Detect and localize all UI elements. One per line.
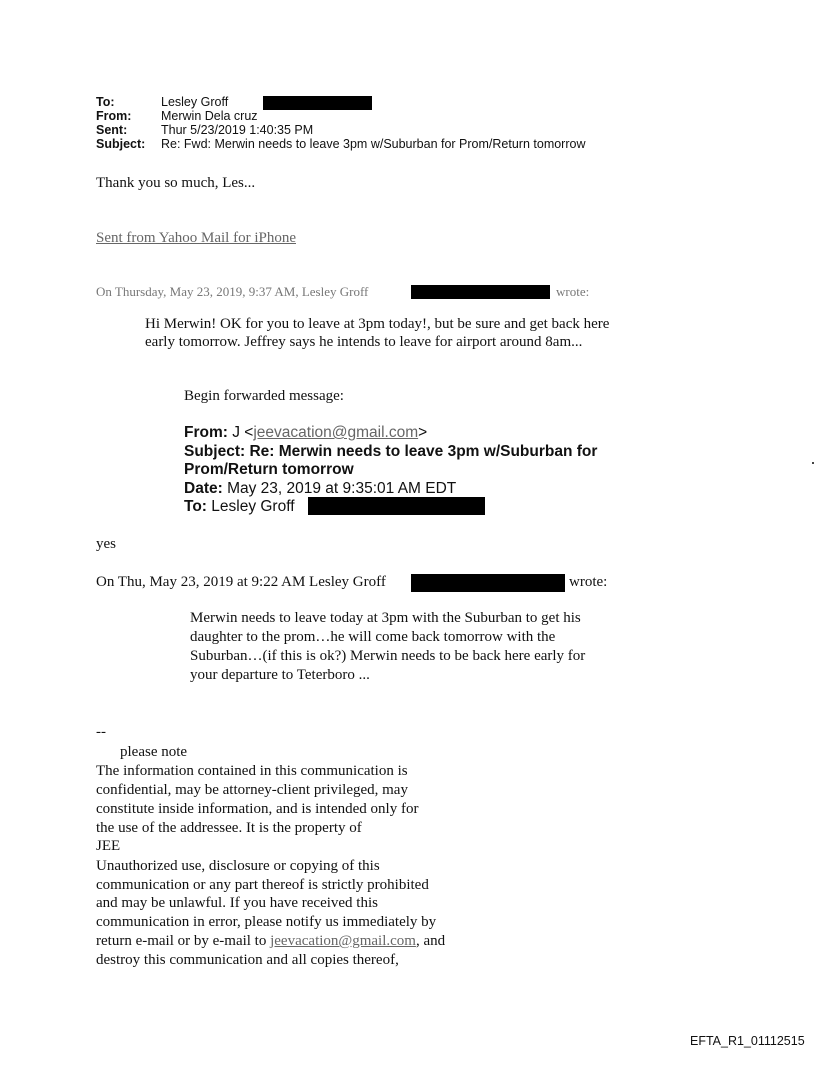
quote2-line: Suburban…(if this is ok?) Merwin needs to be back here early for: [190, 648, 586, 664]
disclaimer-dashes: --: [96, 724, 106, 740]
fwd-date: Date: May 23, 2019 at 9:35:01 AM EDT: [184, 480, 457, 497]
disclaimer-line: constitute inside information, and is intended only for: [96, 801, 419, 817]
signature-link[interactable]: Sent from Yahoo Mail for iPhone: [96, 230, 296, 246]
disclaimer-line: and may be unlawful. If you have received this: [96, 895, 378, 911]
fwd-to: To: Lesley Groff: [184, 498, 295, 515]
disclaimer-line: the use of the addressee. It is the property of: [96, 820, 362, 836]
fwd-from-email[interactable]: jeevacation@gmail.com: [253, 424, 419, 441]
disclaimer-line: confidential, may be attorney-client privileged, may: [96, 782, 408, 798]
disclaimer-line: The information contained in this communication is: [96, 763, 408, 779]
quote1-wrote: wrote:: [556, 284, 590, 299]
quote2-line: Merwin needs to leave today at 3pm with the Suburban to get his: [190, 610, 581, 626]
disclaimer-line: return e-mail or by e-mail to jeevacation@gmail.com, and: [96, 933, 446, 949]
quote2-wrote: wrote:: [569, 574, 608, 590]
reply2-text: yes: [96, 536, 116, 552]
fwd-from: From: J <jeevacation@gmail.com>: [184, 424, 428, 441]
redaction: [411, 285, 550, 299]
header-from: From: Merwin Dela cruz: [96, 109, 258, 123]
disclaimer-line: communication in error, please notify us immediately by: [96, 914, 437, 930]
quote2-attribution: On Thu, May 23, 2019 at 9:22 AM Lesley Groff: [96, 574, 386, 590]
disclaimer-note: please note: [120, 744, 188, 760]
redaction: [308, 497, 485, 515]
header-to: To: Lesley Groff: [96, 95, 229, 109]
header-subject: Subject: Re: Fwd: Merwin needs to leave 3pm w/Suburban for Prom/Return tomorrow: [96, 137, 586, 151]
document-id: EFTA_R1_01112515: [690, 1034, 805, 1048]
quote1-line: Hi Merwin! OK for you to leave at 3pm today!, but be sure and get back here: [145, 316, 610, 332]
redaction: [411, 574, 565, 592]
quote2-line: daughter to the prom…he will come back tomorrow with the: [190, 629, 556, 645]
scan-speck: [812, 462, 814, 464]
disclaimer-email-link[interactable]: jeevacation@gmail.com: [270, 933, 416, 949]
redaction: [263, 96, 372, 110]
fwd-subject-cont: Prom/Return tomorrow: [184, 461, 354, 478]
reply-text: Thank you so much, Les...: [96, 175, 256, 191]
disclaimer-line: communication or any part thereof is strictly prohibited: [96, 877, 429, 893]
quote2-line: your departure to Teterboro ...: [190, 667, 370, 683]
quote1-attribution: On Thursday, May 23, 2019, 9:37 AM, Lesley Groff: [96, 284, 369, 299]
quote1-line: early tomorrow. Jeffrey says he intends to leave for airport around 8am...: [145, 334, 583, 350]
header-sent: Sent: Thur 5/23/2019 1:40:35 PM: [96, 123, 314, 137]
disclaimer-line: JEE: [96, 838, 121, 854]
forward-intro: Begin forwarded message:: [184, 388, 344, 404]
fwd-subject: Subject: Re: Merwin needs to leave 3pm w/Suburban for: [184, 443, 598, 460]
disclaimer-line: destroy this communication and all copies thereof,: [96, 952, 399, 968]
disclaimer-line: Unauthorized use, disclosure or copying of this: [96, 858, 380, 874]
